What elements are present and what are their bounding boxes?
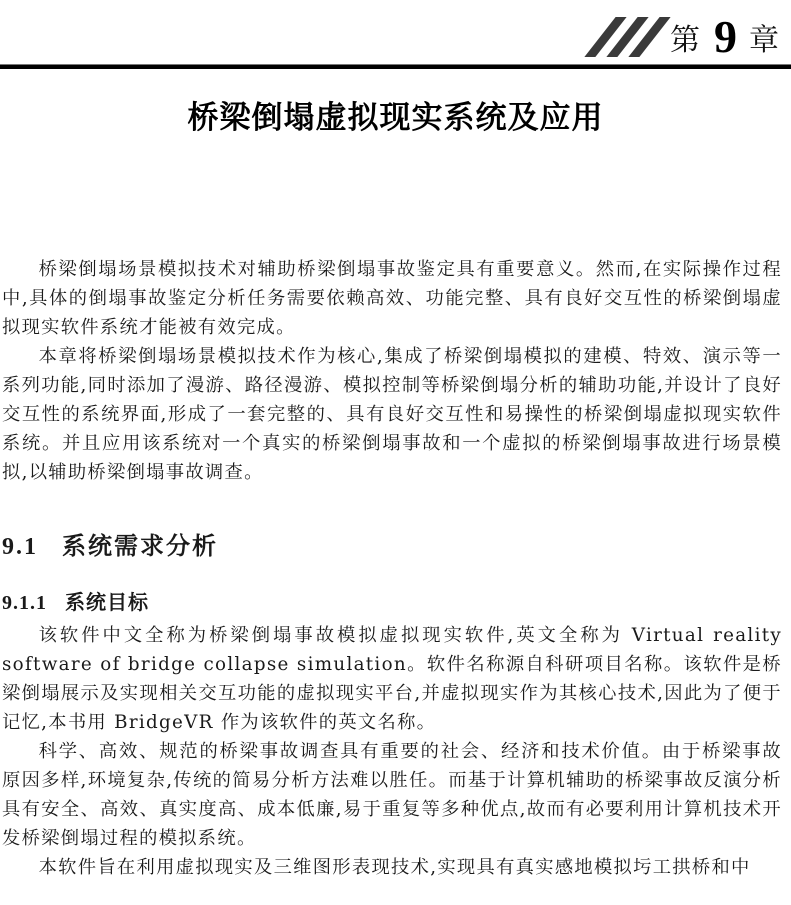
subsection-heading bbox=[2, 586, 149, 615]
section-title: 系统需求分析 bbox=[62, 532, 218, 560]
intro-text bbox=[2, 255, 782, 487]
section-heading bbox=[2, 526, 218, 561]
subsection-text bbox=[2, 621, 782, 882]
chapter-slash-decoration-icon bbox=[600, 17, 666, 57]
subsection-number: 9.1.1 bbox=[2, 592, 47, 614]
chapter-prefix: 第 bbox=[670, 23, 702, 58]
chapter-suffix: 章 bbox=[749, 23, 781, 58]
section-number: 9.1 bbox=[2, 534, 38, 560]
intro-paragraph: 桥梁倒塌场景模拟技术对辅助桥梁倒塌事故鉴定具有重要意义。然而,在实际操作过程中,具体的倒塌事故鉴定分析任务需要依赖高效、功能完整、具有良好交互性的桥梁倒塌虚拟现实软件系统才能被有效完成。 bbox=[2, 259, 782, 338]
chapter-header bbox=[600, 11, 781, 62]
subsection-title: 系统目标 bbox=[65, 590, 149, 614]
subsection-paragraph: 该软件中文全称为桥梁倒塌事故模拟虚拟现实软件,英文全称为 Virtual reality software of bridge collapse simulation。软件名称源自科研项目名称。该软件是桥梁倒塌展示及实现相关交互功能的虚拟现实平台,并虚拟现实作为其核心技术,因此为了便于记忆,本书用 BridgeVR 作为该软件的英文名称。 bbox=[2, 625, 782, 733]
subsection-paragraph: 本软件旨在利用虚拟现实及三维图形表现技术,实现具有真实感地模拟圬工拱桥和中 bbox=[38, 857, 751, 878]
intro-paragraph: 本章将桥梁倒塌场景模拟技术作为核心,集成了桥梁倒塌模拟的建模、特效、演示等一系列功能,同时添加了漫游、路径漫游、模拟控制等桥梁倒塌分析的辅助功能,并设计了良好交互性的系统界面,形成了一套完整的、具有良好交互性和易操性的桥梁倒塌虚拟现实软件系统。并且应用该系统对一个真实的桥梁倒塌事故和一个虚拟的桥梁倒塌事故进行场景模拟,以辅助桥梁倒塌事故调查。 bbox=[2, 346, 782, 483]
chapter-number: 9 bbox=[714, 11, 737, 62]
subsection-paragraph: 科学、高效、规范的桥梁事故调查具有重要的社会、经济和技术价值。由于桥梁事故原因多样,环境复杂,传统的简易分析方法难以胜任。而基于计算机辅助的桥梁事故反演分析具有安全、高效、真实度高、成本低廉,易于重复等多种优点,故而有必要利用计算机技术开发桥梁倒塌过程的模拟系统。 bbox=[2, 741, 782, 849]
page-title: 桥梁倒塌虚拟现实系统及应用 bbox=[187, 100, 604, 136]
chapter-header-rule bbox=[0, 64, 791, 69]
